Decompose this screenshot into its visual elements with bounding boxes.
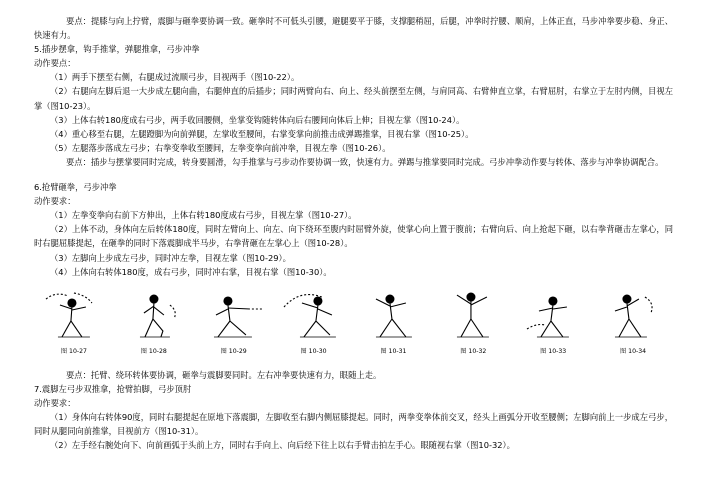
spacer bbox=[34, 169, 673, 180]
paragraph: （2）左手经右腕处向下、向前画弧于头前上方，同时右手向上、向后经下往上以右手臂击拍左手心。眼随视右掌（图10-32）。 bbox=[50, 440, 515, 451]
figure-row bbox=[34, 285, 673, 347]
figure-10-32 bbox=[433, 285, 513, 347]
figure-10-34 bbox=[593, 285, 673, 347]
paragraph: （1）两手下摆至右侧，右腿成过流顺弓步，目视两手（图10-22）。 bbox=[50, 72, 300, 83]
figure-10-33 bbox=[513, 285, 593, 347]
figure-strip bbox=[34, 285, 673, 363]
figure-caption: 图 10-30 bbox=[300, 347, 327, 355]
paragraph: （4）重心移至右腿，左腿蹬脚为向前弹腿，左掌收至腰间，右掌变掌向前推击成弹踢推掌，目视右掌（图10-25）。 bbox=[50, 128, 474, 139]
figure-caption: 图 10-32 bbox=[460, 347, 487, 355]
paragraph: （5）左腿落步落成左弓步；右拳变拳收至腰间，左拳变拳向前冲拳，目视左拳（图10-26）。 bbox=[50, 142, 391, 153]
figure-caption: 图 10-29 bbox=[220, 347, 247, 355]
figure-10-28 bbox=[114, 285, 194, 347]
paragraph: 要点：托臂、绕环转体要协调，砸拳与震脚要同时。左右冲拳要快速有力，眼随上走。 bbox=[66, 369, 382, 380]
figure-caption: 图 10-33 bbox=[540, 347, 567, 355]
section-heading-7: 7.震脚左弓步双推拿，抢臂拍脚，弓步顶肘 bbox=[34, 383, 192, 394]
section-heading-5: 5.插步摆拿，钩手推掌，弹腿推拿，弓步冲拳 bbox=[34, 44, 200, 55]
paragraph: 要点：插步与摆掌要同时完成，转身要圆滑，勾手推掌与弓步动作要协调一致，快速有力。弹踢与推掌要同时完成。弓步冲拳动作要与转体、落步与冲拳协调配合。 bbox=[66, 156, 664, 167]
figure-caption: 图 10-28 bbox=[140, 347, 167, 355]
figure-10-30 bbox=[274, 285, 354, 347]
figure-10-29 bbox=[194, 285, 274, 347]
paragraph: 动作要求： bbox=[34, 196, 76, 207]
paragraph: （3）上体右转180度成右弓步，两手收回腰侧，坐掌变钩随转体向后右腰间向体后上伸；目视左掌（图10-24）。 bbox=[50, 114, 465, 125]
figure-10-27 bbox=[34, 285, 114, 347]
paragraph: 要点：提膝与向上拧臂，震脚与砸拳要协调一致。砸拳时不可低头引腰，避腿要平于膝，支撑腿稍屈，后腿，冲拳时拧腰、顺肩，上体正直，马步冲拳要步稳、身正、快速有力。 bbox=[34, 16, 673, 41]
paragraph: （4）上体向右转体180度，成右弓步，同时冲右掌，目视右掌（图10-30）。 bbox=[50, 266, 332, 277]
paragraph: （2）右腿向左脚后退一大步成左腿向曲，右腿伸直的后插步；同时两臂向右、向上、经头前摆至左侧，与肩同高、右臂伸直立掌，右臂屈肘，右掌立于左肘内侧，目视左掌（图10-23）。 bbox=[34, 86, 673, 111]
figure-caption-row bbox=[34, 348, 673, 356]
paragraph: 动作要求： bbox=[34, 397, 76, 408]
section-heading-6: 6.抢臂砸拳，弓步冲拳 bbox=[34, 182, 117, 193]
figure-caption: 图 10-31 bbox=[380, 347, 407, 355]
paragraph: （1）左拳变拳向右前下方伸出，上体右转180度成右弓步，目视左掌（图10-27）。 bbox=[50, 210, 357, 221]
paragraph: （3）左脚向上步成左弓步，同时冲左拳，目视左掌（图10-29）。 bbox=[50, 252, 291, 263]
paragraph: （2）上体不动，身体向左后转体180度，同时左臂向上、向左、向下绕环至腹内时屈臂外旋，使掌心向上置于腹前；右臂向后、向上抢起下砸，以右拳背砸击左掌心，同时右腿屈膝提起，在砸拳的同时下落震脚成半马步，右拳背砸在左掌心上（图10-28）。 bbox=[34, 224, 673, 249]
paragraph: 动作要点： bbox=[34, 58, 76, 69]
figure-caption: 图 10-27 bbox=[60, 347, 87, 355]
figure-caption: 图 10-34 bbox=[619, 347, 647, 355]
figure-10-31 bbox=[354, 285, 434, 347]
paragraph: （1）身体向右转体90度，同时右腿提起在原地下落震脚，左脚收至右脚内侧屈膝提起。同时，两拳变拳体前交叉，经头上画弧分开收至腰侧；左脚向前上一步成左弓步，同时从腿同向前推掌，目视前方（图10-31）。 bbox=[34, 411, 673, 437]
